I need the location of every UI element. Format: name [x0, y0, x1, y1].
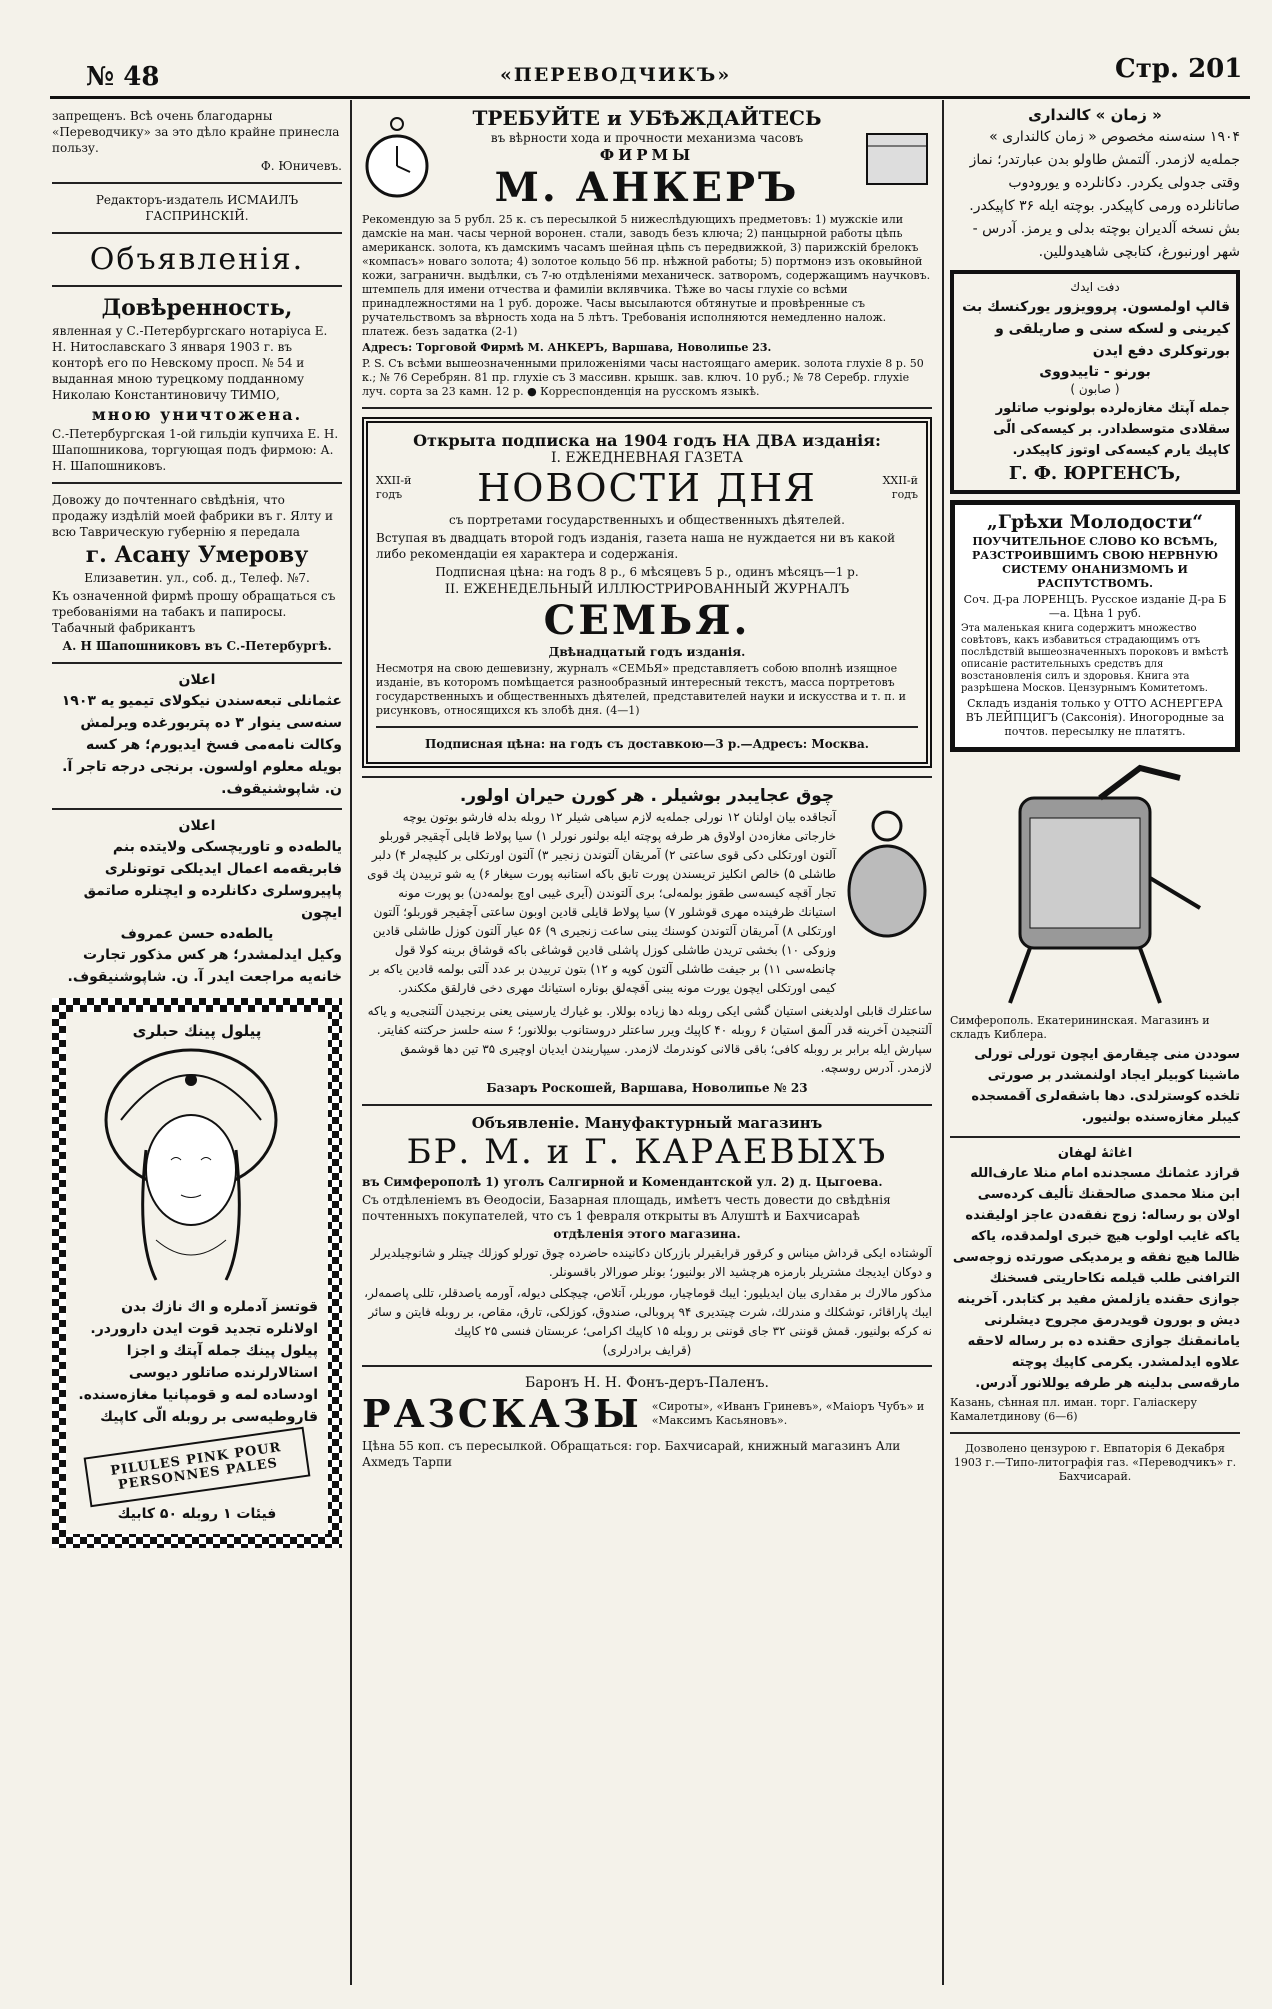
- divider: [376, 726, 918, 728]
- column-divider: [942, 100, 944, 1985]
- karaev-ad: [362, 1114, 932, 1357]
- divider: [362, 407, 932, 409]
- watch-heading: چوق عجایبدر بوشیلر . هر کورن حیران اولور.: [459, 786, 835, 806]
- defter-text2: جمله آپتك مغازه‌لرده بولونوب صاتلور سقلادی متوسطدادر. بر کیسه‌کی الّی کاپیك یارم کیسه‌کی اوتوز کاپیکدر.: [993, 401, 1230, 458]
- header-rule: [50, 96, 1250, 99]
- right-column: [950, 106, 1240, 1981]
- karaev-tatar: آلوشتاده ایکی قرداش میناس و کرقور قرایقیرلر بازرکان دکانینده حاضرده چوق تورلو کوزلك چیتلر و شانوچیلدیرلر و دوکان ایدیجك مشتریلر بارمزه هرچشید الار بولنیور؛ بونلر صورالار باقسونلر.: [370, 1246, 932, 1279]
- column-divider: [350, 100, 352, 1985]
- divider: [52, 232, 342, 234]
- sins-author: Соч. Д-ра ЛОРЕНЦЪ. Русское изданіе Д-ра Б—а. Цѣна 1 руб.: [963, 593, 1227, 620]
- rasskazy-title: РАЗСКАЗЫ: [362, 1391, 642, 1436]
- pocket-watch-icon: [362, 114, 432, 204]
- sub-journal-year: Двѣнадцатый годъ изданія.: [548, 645, 746, 659]
- top-text: запрещенъ. Всѣ очень благодарны «Переводчику» за это дѣло крайне принесла пользу.: [52, 109, 340, 155]
- sins-sub: ПОУЧИТЕЛЬНОЕ СЛОВО КО ВСѢМЪ, РАЗСТРОИВШИМЪ СВОЮ НЕРВНУЮ СИСТЕМУ ОНАНИЗМОМЪ И РАСПУТСТВОМЪ.: [972, 535, 1218, 590]
- poa-title: Довѣренность,: [101, 295, 293, 321]
- poa-cancel: мною уничтожена.: [91, 405, 303, 424]
- censor-note: Дозволено цензурою г. Евпаторія 6 Декабря 1903 г.—Типо-литографія газ. «Переводчикъ» г. Бахчисарай.: [953, 1442, 1237, 1483]
- watch-text2: ساعتلرك قابلی اولدیغنی استیان گشی ایکی روبله دها زیاده بوللار. بو غیارك یارسینی یعنی برنجیدن آلتنجی‌یه و یاکه آلتنجیدن آخرینه قدر آلمق استیان ۶ روبله ۴۰ کاپیك ویرر ساعتلر دروستانوب بوللانور؛ ۶ سنه حلسز حرکتنه کفایتر. سپارش ایله برابر بر روبله کافی؛ باقی قالانی کوندرمك لازمدر. سیپاریندن ایدیان اوچیری ۳۵ تین دها قوشمق لازمدر. آدرس روسچه.: [367, 1004, 932, 1075]
- defter-sign: Г. Ф. ЮРГЕНСЪ,: [1008, 463, 1182, 484]
- ilan1-text: عثمانلی تبعه‌سندن نیکولای تیمیو یه ۱۹۰۳ سنه‌سی ینوار ۳ ده پتربورغده ویرلمش وکالت نامه‌می فسخ ایدیورم؛ هر کسه بویله معلوم اولسون. برنجی درجه تاجر آ. ن. شاپوشنیقوف.: [61, 693, 342, 797]
- anker-address: Адресъ: Торговой Фирмѣ М. АНКЕРЪ, Варшава, Новолипье 23.: [362, 341, 772, 354]
- sub-paper-sub: съ портретами государственныхъ и общественныхъ дѣятелей.: [449, 513, 845, 527]
- subscription-ad: [362, 417, 932, 768]
- divider: [362, 1104, 932, 1106]
- pink-heading: پیلول پینك حبلری: [132, 1022, 262, 1040]
- karaev-city: въ Симферополѣ 1) уголъ Салгирной и Комендантской ул. 2) д. Цыгоева.: [362, 1175, 883, 1189]
- poa-sign: С.-Петербургская 1-ой гильдіи купчиха Е. Н. Шапошникова, торгующая подъ фирмою: А. Н. Шапошниковъ.: [52, 427, 339, 473]
- igase-address: Казань, сѣнная пл. иман. торг. Галіаскеру Камалетдинову (6—6): [950, 1396, 1197, 1423]
- sub-text1: Вступая въ двадцать второй годъ изданія, газета наша не нуждается ни въ какой либо рекомендаціи ея характера и содержанія.: [376, 531, 896, 561]
- notice-text: Довожу до почтеннаго свѣдѣнія, что продажу издѣлій моей фабрики въ г. Ялту и всю Таврическую губернію я передала: [52, 493, 333, 539]
- anker-sub: въ вѣрности хода и прочности механизма часовъ: [490, 131, 804, 145]
- karaev-heading: Объявленіе. Мануфактурный магазинъ: [471, 1114, 823, 1132]
- ilan2-text: یالطه‌ده و تاوریچسکی ولایتده بنم فابریقه‌مه اعمال ایدیلکی توتونلری پاپیروسلری دکانلرده و ایچنلره صاتمق ایچون: [83, 839, 342, 921]
- purse-illustration: [842, 806, 932, 946]
- karaev-sign: (قرایف برادرلری): [602, 1343, 692, 1357]
- notice-addr: Елизаветин. ул., соб. д., Телеф. №7.: [84, 571, 310, 585]
- defter-text: قالپ اولمسون. پروویزور یورکنسك بت کیرینی و لسکه سنی و صاریلقی و بورتوکلری دفع ایدن: [962, 299, 1230, 359]
- karaev-text: Съ отдѣленіемъ въ Ѳеодосіи, Базарная площадь, имѣетъ честь довести до свѣдѣнія почтенныхъ покупателей, что съ 1 февраля открыты въ Алуштѣ и Бахчисараѣ: [362, 1193, 891, 1223]
- top-sign: Ф. Юничевъ.: [260, 159, 342, 173]
- ilan1-heading: اعلان: [178, 672, 216, 688]
- sub-price1: Подписная цѣна: на годъ 8 р., 6 мѣсяцевъ 5 р., одинъ мѣсяцъ—1 р.: [435, 565, 859, 579]
- karaev-name: БР. М. и Г. КАРАЕВЫХЪ: [406, 1132, 888, 1172]
- sins-title: „Грѣхи Молодости“: [986, 511, 1204, 533]
- machine-tatar: سوددن منی چیقارمق ایچون تورلی تورلی ماشینا کوبیلر ایجاد اولنمشدر بر صورتی تلخده کوسترلدی. دها باشقه‌لری آقمسجده کیبلر مغازه‌سنده بولنیور.: [971, 1047, 1240, 1125]
- igase-text: قرازد عثمانك مسجدنده امام منلا عارف‌الله ابن منلا محمدی صالحقنك تألیف کرده‌سی اولان بو رساله: زوج نفقه‌دن عاجز اولیقنده یاکه غایب اولوب هیچ خبری اولمدقده، یاکه ظالما هیچ نفقه و یرمدیکی صورتده زوجه‌سی الترافنی طلب قیلمه نکاحاریتی فسخنك جوازی حقنده یازلمش مفید بر کتابدر. آخرینه دیش و بورون قویدرمق مجروح دیشلرنی یامانمقنك جوازی حقنده ده بر رساله لاحقه علاوه ایدلمشدر. یکرمی کاپیك پوچته مارقه‌سی بدلینه هر طرفه یوللانور آدرس.: [952, 1166, 1240, 1391]
- divider: [950, 1136, 1240, 1138]
- defter-heading: دفت ایدك: [1070, 280, 1120, 294]
- ilan2-heading: اعلان: [178, 818, 216, 834]
- notice-name: г. Асану Умерову: [85, 542, 309, 568]
- rasskazy-price: Цѣна 55 коп. съ пересылкой. Обращаться: гор. Бахчисарай, книжный магазинъ Али Ахмедъ Тарпи: [362, 1439, 901, 1469]
- editor-line: Редакторъ-издатель ИСМАИЛЪ ГАСПРИНСКІЙ.: [95, 193, 299, 223]
- page-header: [0, 0, 1272, 100]
- karaev-tatar2: مذکور مالارك بر مقداری بیان ایدیلیور: ایبك قوماچیار، موربلر، آتلاص، چیچکلی دیوله، آورمه یاصدقلر، تللی پاصمه‌لر، ایبك پاراقائر، توشکلك و مندرلك، شرت چیتدیری ۹۴ پروبالی، صندوق، کوزلکی، تارق، مقاص، بر روبله فایتن و سائر نه کرکه بولنیور. قمش قوننی ۳۲ جای قوننی بر روبله ۱۵ کاپیك اکرامی؛ عربستان فنسی ۲۵ کاپیك: [364, 1286, 932, 1338]
- anker-title: ТРЕБУЙТЕ и УБѢЖДАЙТЕСЬ: [472, 106, 822, 130]
- ads-heading: Объявленія.: [89, 242, 305, 277]
- rasskazy-ad: [362, 1375, 932, 1470]
- divider: [52, 808, 342, 810]
- rasskazy-author: Баронъ Н. Н. Фонъ-деръ-Паленъ.: [525, 1375, 769, 1391]
- sub-year-left: XXII-й годъ: [376, 474, 412, 501]
- wallet-icon: [862, 124, 932, 194]
- center-column: [362, 106, 932, 1981]
- sub-text2: Несмотря на свою дешевизну, журналъ «СЕМЬЯ» представляетъ собою вполнѣ изящное изданіе, въ которомъ помѣщается разнообразный интересный текстъ, масса портретовъ государственныхъ и общественныхъ дѣятелей, представителей науки и искусства и т. п. и рисунковъ, относящихся къ злобѣ дня. (4—1): [376, 662, 906, 717]
- machine-caption: Симферополь. Екатерининская. Магазинъ и складъ Киблера.: [950, 1014, 1210, 1041]
- zaman-heading: « زمان » کالنداری: [1028, 106, 1162, 124]
- pink-text: قوتسز آدملره و اك نازك بدن اولانلره تجدید قوت ایدن داروردر. پیلول پینك جمله آپتك و اجزا استالارلرنده صاتلور دیوسی اودساده لمه و قومپانیا مغازه‌سنده. قاروطیه‌سی بر روبله الّی کاپیك: [78, 1299, 318, 1425]
- anker-ad: [362, 106, 932, 399]
- divider: [950, 1432, 1240, 1434]
- zaman-text: ۱۹۰۴ سنه‌سنه مخصوص « زمان کالنداری » جمله‌یه لازمدر. آلتمش طاولو بدن عبارتدر؛ نماز وقتی جدولی یکردر. دکانلرده و یورودوب صاتانلرده ورمی کاپیکدر. بوچته ایله ۳۶ کاپیکدر. بش نسخه آلدیران بوچته بدلی و یرمز. آدرس - شهر اورنبورغ، کتابچی شاهیدوللین.: [969, 129, 1240, 260]
- ilan2-name: یالطه‌ده حسن عمروف: [120, 926, 274, 942]
- notice-sign: А. Н Шапошниковъ въ С.-Петербургѣ.: [62, 639, 332, 653]
- woman-portrait-illustration: [76, 1040, 306, 1290]
- newspaper-title: «ПЕРЕВОДЧИКЪ»: [500, 64, 732, 86]
- divider: [362, 1365, 932, 1367]
- rasskazy-list: «Сироты», «Иванъ Гриневъ», «Маіоръ Чубъ» и «Максимъ Касьяновъ».: [651, 1399, 925, 1427]
- notice-text2: Къ означенной фирмѣ прошу обращаться съ требованіями на табакъ и папиросы. Табачный фабрикантъ: [52, 589, 336, 635]
- divider: [52, 182, 342, 184]
- igase-heading: اغاثهٔ لهفان: [1057, 1146, 1133, 1161]
- sub-heading: Открыта подписка на 1904 годъ НА ДВА изданія:: [413, 431, 881, 450]
- ilan2-text2: وکیل ایدلمشدر؛ هر کس مذکور تجارت خانه‌یه مراجعت ایدر آ. ن. شاپوشنیقوف.: [67, 947, 342, 985]
- karaev-branch: отдѣленія этого магазина.: [553, 1227, 741, 1241]
- anker-text: Рекомендую за 5 рубл. 25 к. съ пересылкой 5 нижеслѣдующихъ предметовъ: 1) мужскіе или дамскіе на ман. часы черной воронен. стали, заводъ безъ ключа; 2) панцырной работы цѣпь американск. золота, къ дамскимъ часамъ шейная цѣпь съ передвижкой, 3) парижскій брелокъ «компасъ» новаго золота; 4) золотое кольцо 56 пр. нѣжной работы; 5) портмонэ изъ оковыйной кожи, заграничн. выдѣлки, съ 7-ю отдѣленіями механическ. затворомъ, содержащимъ научковъ. штемпель для имени отчества и фамиліи вклявчика. Тѣже во часы глухіе со всѣми принадлежностями на 1 руб. дороже. Часы высылаются обтянутые и провѣренные съ ручательствомъ за вѣрность хода на 5 лѣтъ. Требованія исполняются немедленно налож. платеж. безъ задатка (2-1): [362, 213, 931, 338]
- sub-year-right: XXII-й годъ: [882, 474, 918, 501]
- anker-firm: ФИРМЫ: [599, 146, 695, 164]
- sins-text: Эта маленькая книга содержитъ множество совѣтовъ, какъ избавиться страдающимъ отъ послѣдствій вышеозначенныхъ пороковъ и вмѣстѣ описаніе растительныхъ средствъ для возстановленія силъ и здоровья. Книга эта разрѣшена Москов. Цензурнымъ Комитетомъ.: [961, 623, 1229, 694]
- divider: [362, 776, 932, 778]
- sub-price2: Подписная цѣна: на годъ съ доставкою—3 р.—Адресъ: Москва.: [425, 737, 869, 751]
- issue-number: № 48: [86, 62, 160, 92]
- watch-address: Базаръ Роскошей, Варшава, Новолипье № 23: [486, 1081, 808, 1095]
- left-column: [52, 106, 342, 1981]
- cream-separator-illustration: [950, 758, 1240, 1008]
- watch-set-ad: [362, 786, 932, 1096]
- pink-pills-ad: [52, 998, 342, 1548]
- sins-address: Складъ изданія только у ОТТО АСНЕРГЕРА ВЪ ЛЕЙПЦИГЪ (Саксонія). Иногородные за почтов. пересылку не платятъ.: [965, 697, 1225, 738]
- page-number: Стр. 201: [1115, 54, 1243, 84]
- anker-name: М. АНКЕРЪ: [494, 164, 800, 211]
- sub-paper-title: НОВОСТИ ДНЯ: [477, 466, 817, 510]
- defter-name2: ( صابون ): [1070, 382, 1120, 396]
- pills-box: PILULES PINK POUR PERSONNES PALES: [84, 1427, 311, 1507]
- defter-name: بورنو - تاییدووی: [1039, 364, 1151, 380]
- sins-ad: [950, 500, 1240, 752]
- divider: [52, 482, 342, 484]
- poa-text: явленная у С.-Петербургскаго нотаріуса Е. Н. Нитославскаго 3 января 1903 г. въ конторѣ его по Невскому просп. № 54 и выданная мною турецкому подданному Николаю Константиновичу ТИМІО,: [52, 324, 328, 402]
- watch-text: آنجاقده بیان اولنان ۱۲ نورلی جمله‌یه لازم سیاهی شیلر ۱۲ روبله بدله فارشو بوتون یوچه خارجاتی مغازه‌دن اولاوق هر طرفه پوچته ایله بولنور نورلر ۱) سیا پولاط قایلی آچقیجر قوربلو آلتون اورتکلی دکی قوی ساعتی ۲) آمریقان آلتوندن زنجیر ۳) آلتون اورتکلی بر کلیچه‌لر ۴) دلبر طاشلی ۵) خالص انکلیز تریسندن پورت تابق باکه استانبه پورت سیغار ۶) یه شو تربیدن پك قوی تجار آقچه کیسه‌سی طقوز بولمه‌لی؛ بری آلتوندن (آیری غیبی اوچ بولمه‌دن) بو پورت مونه استیانك ظرفینده مهری قوشلور ۷) سیا پولاط قایلی قادین اوبون ساعتی آچقیجر قوربلو؛ آلتون اورتکلی ۸) آمریقان آلتوندن کوسنك یبنی ساعت زنجیری ۹) ۵۶ عیار آلتون کوزل طاشلی قادین وزوکی ۱۰) بخشی تریدن طاشلی کوزل پاشلی قادین قوشاغی باکه قوشاق برینه کولا قول چانطه‌سی ۱۱) بر جیفت طاشلی آلتون کوپه و ۱۲) بتون تربیدن بر عدد آلتی بولمه قادین یاکه بر کیمی اورتکلی ایچون یورت مونه یبنی آقچه‌لق بوناره استیانك مهری دخی فارلقق مککندر.: [367, 810, 836, 995]
- defter-ad: [950, 270, 1240, 494]
- pink-price: فیئات ۱ روبله ۵۰ کابیك: [117, 1506, 277, 1522]
- sub-journal-title: СЕМЬЯ.: [543, 597, 751, 644]
- sub-item-1: I. ЕЖЕДНЕВНАЯ ГАЗЕТА: [550, 450, 744, 466]
- sub-item-2: II. ЕЖЕНЕДЕЛЬНЫЙ ИЛЛЮСТРИРОВАННЫЙ ЖУРНАЛЪ: [444, 582, 850, 597]
- divider: [52, 285, 342, 287]
- anker-ps: P. S. Съ всѣми вышеозначенными приложеніями часы настоящаго америк. золота глухіе 8 р. 50 к.; № 76 Серебрян. 81 пр. глухіе съ 3 массивн. крышк. зав. ключ. 10 руб.; № 78 Серебр. глухіе луч. сорта за 23 камн. 12 р. ● Корреспонденція на русскомъ языкѣ.: [362, 357, 924, 398]
- divider: [52, 662, 342, 664]
